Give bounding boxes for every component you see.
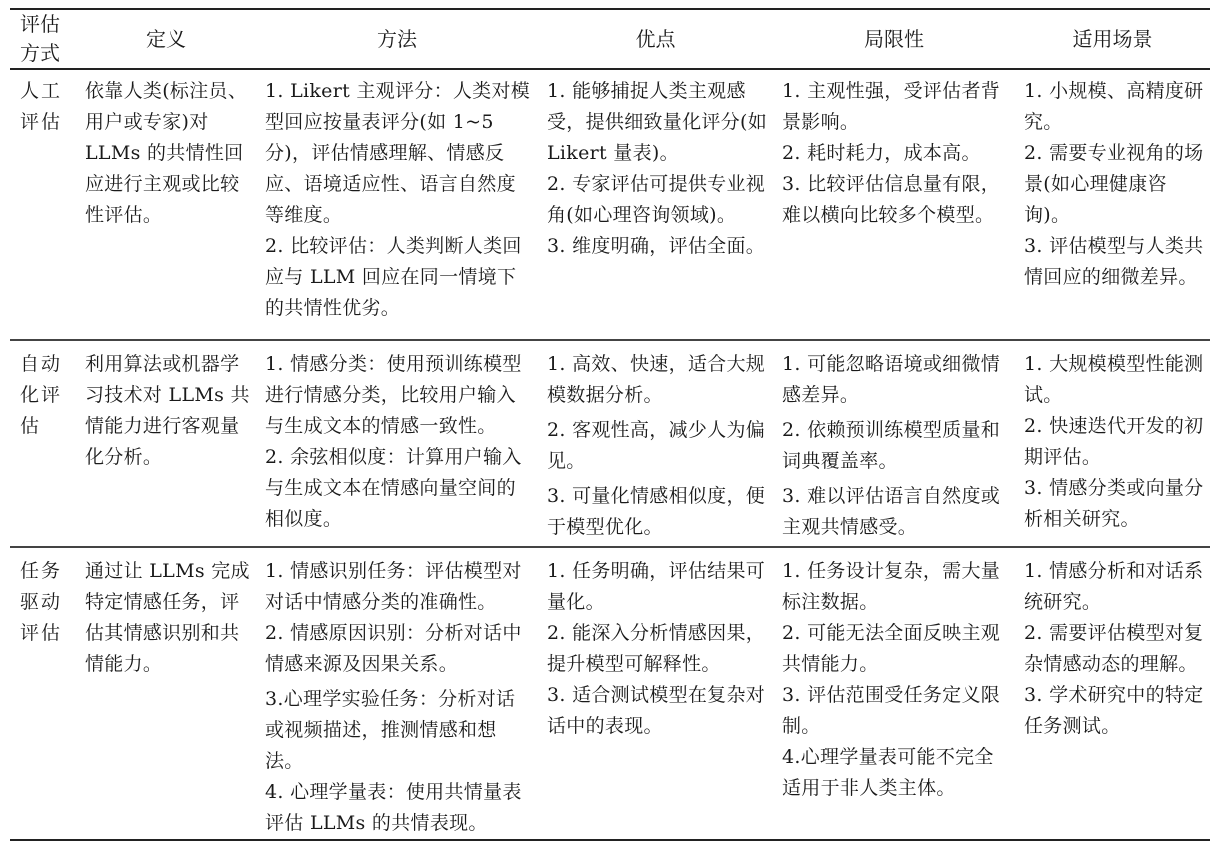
limitation-item: 3. 难以评估语言自然度或主观共情感受。 [782,485,1001,538]
advantage-item: 2. 客观性高，减少人为偏见。 [547,419,766,472]
scenarios-cell [1015,340,1210,547]
header-scenarios: 适用场景 [1015,9,1210,69]
advantage-item: 2. 能深入分析情感因果，提升模型可解释性。 [547,622,766,675]
advantage-item: 3. 可量化情感相似度，便于模型优化。 [547,485,766,538]
scenario-item: 2. 需要评估模型对复杂情感动态的理解。 [1024,622,1204,675]
advantage-item: 3. 适合测试模型在复杂对话中的表现。 [547,684,766,737]
advantages-cell [538,340,773,547]
method-item: 2. 余弦相似度：计算用户输入与生成文本在情感向量空间的相似度。 [265,446,522,530]
scenario-item: 1. 大规模模型性能测试。 [1024,353,1204,406]
advantages-cell [538,69,773,340]
limitation-item: 1. 主观性强，受评估者背景影响。 [782,80,1001,133]
method-item: 1. 情感分类：使用预训练模型进行情感分类，比较用户输入与生成文本的情感一致性。 [265,353,522,437]
scenario-item: 1. 情感分析和对话系统研究。 [1024,560,1204,613]
definition-cell: 利用算法或机器学习技术对 LLMs 共情能力进行客观量化分析。 [76,340,256,547]
advantage-item: 1. 高效、快速，适合大规模数据分析。 [547,353,766,406]
limitations-cell [773,69,1015,340]
row-method-cell: 人工评估 [10,69,76,340]
table-row [10,69,1210,340]
limitation-item: 1. 可能忽略语境或细微情感差异。 [782,353,1001,406]
limitation-item: 4.心理学量表可能不完全适用于非人类主体。 [782,746,994,799]
method-item: 1. Likert 主观评分：人类对模型回应按量表评分(如 1~5 分)，评估情感理解、情感反应、语境适应性、语言自然度等维度。 [265,80,531,226]
row-method-cell: 任务驱动评估 [10,547,76,840]
method-item: 3.心理学实验任务：分析对话或视频描述，推测情感和想法。 [265,688,516,772]
scenario-item: 1. 小规模、高精度研究。 [1024,80,1204,133]
scenario-item: 2. 快速迭代开发的初期评估。 [1024,415,1204,468]
comparison-table [10,8,1210,841]
header-row [10,9,1210,69]
limitation-item: 2. 耗时耗力，成本高。 [782,142,981,164]
scenario-item: 2. 需要专业视角的场景(如心理健康咨询)。 [1024,142,1204,226]
scenarios-cell [1015,547,1210,840]
definition-cell: 依靠人类(标注员、用户或专家)对 LLMs 的共情性回应进行主观或比较性评估。 [76,69,256,340]
header-advantages: 优点 [538,9,773,69]
scenarios-cell [1015,69,1210,340]
methods-cell [256,547,538,840]
limitation-item: 2. 依赖预训练模型质量和词典覆盖率。 [782,419,1001,472]
methods-cell [256,340,538,547]
limitations-cell [773,547,1015,840]
scenario-item: 3. 学术研究中的特定任务测试。 [1024,684,1204,737]
advantage-item: 1. 能够捕捉人类主观感受，提供细致量化评分(如 Likert 量表)。 [547,80,768,164]
header-limitations: 局限性 [773,9,1015,69]
header-method: 方法 [256,9,538,69]
advantages-cell [538,547,773,840]
method-item: 4. 心理学量表：使用共情量表评估 LLMs 的共情表现。 [265,781,522,834]
method-item: 1. 情感识别任务：评估模型对对话中情感分类的准确性。 [265,560,522,613]
method-item: 2. 情感原因识别：分析对话中情感来源及因果关系。 [265,622,522,675]
advantage-item: 1. 任务明确，评估结果可量化。 [547,560,766,613]
limitation-item: 1. 任务设计复杂，需大量标注数据。 [782,560,1001,613]
definition-cell: 通过让 LLMs 完成特定情感任务，评估其情感识别和共情能力。 [76,547,256,840]
limitation-item: 2. 可能无法全面反映主观共情能力。 [782,622,1001,675]
method-item: 2. 比较评估：人类判断人类回应与 LLM 回应在同一情境下的共情性优劣。 [265,235,522,319]
methods-cell [256,69,538,340]
advantage-item: 2. 专家评估可提供专业视角(如心理咨询领域)。 [547,173,766,226]
table-row [10,547,1210,840]
row-method-cell: 自动化评估 [10,340,76,547]
scenario-item: 3. 评估模型与人类共情回应的细微差异。 [1024,235,1204,288]
limitation-item: 3. 评估范围受任务定义限制。 [782,684,1001,737]
advantage-item: 3. 维度明确，评估全面。 [547,235,766,257]
header-eval-method: 评估方式 [10,9,76,69]
limitations-cell [773,340,1015,547]
table-row [10,340,1210,547]
scenario-item: 3. 情感分类或向量分析相关研究。 [1024,477,1204,530]
header-definition: 定义 [76,9,256,69]
limitation-item: 3. 比较评估信息量有限，难以横向比较多个模型。 [782,173,1001,226]
